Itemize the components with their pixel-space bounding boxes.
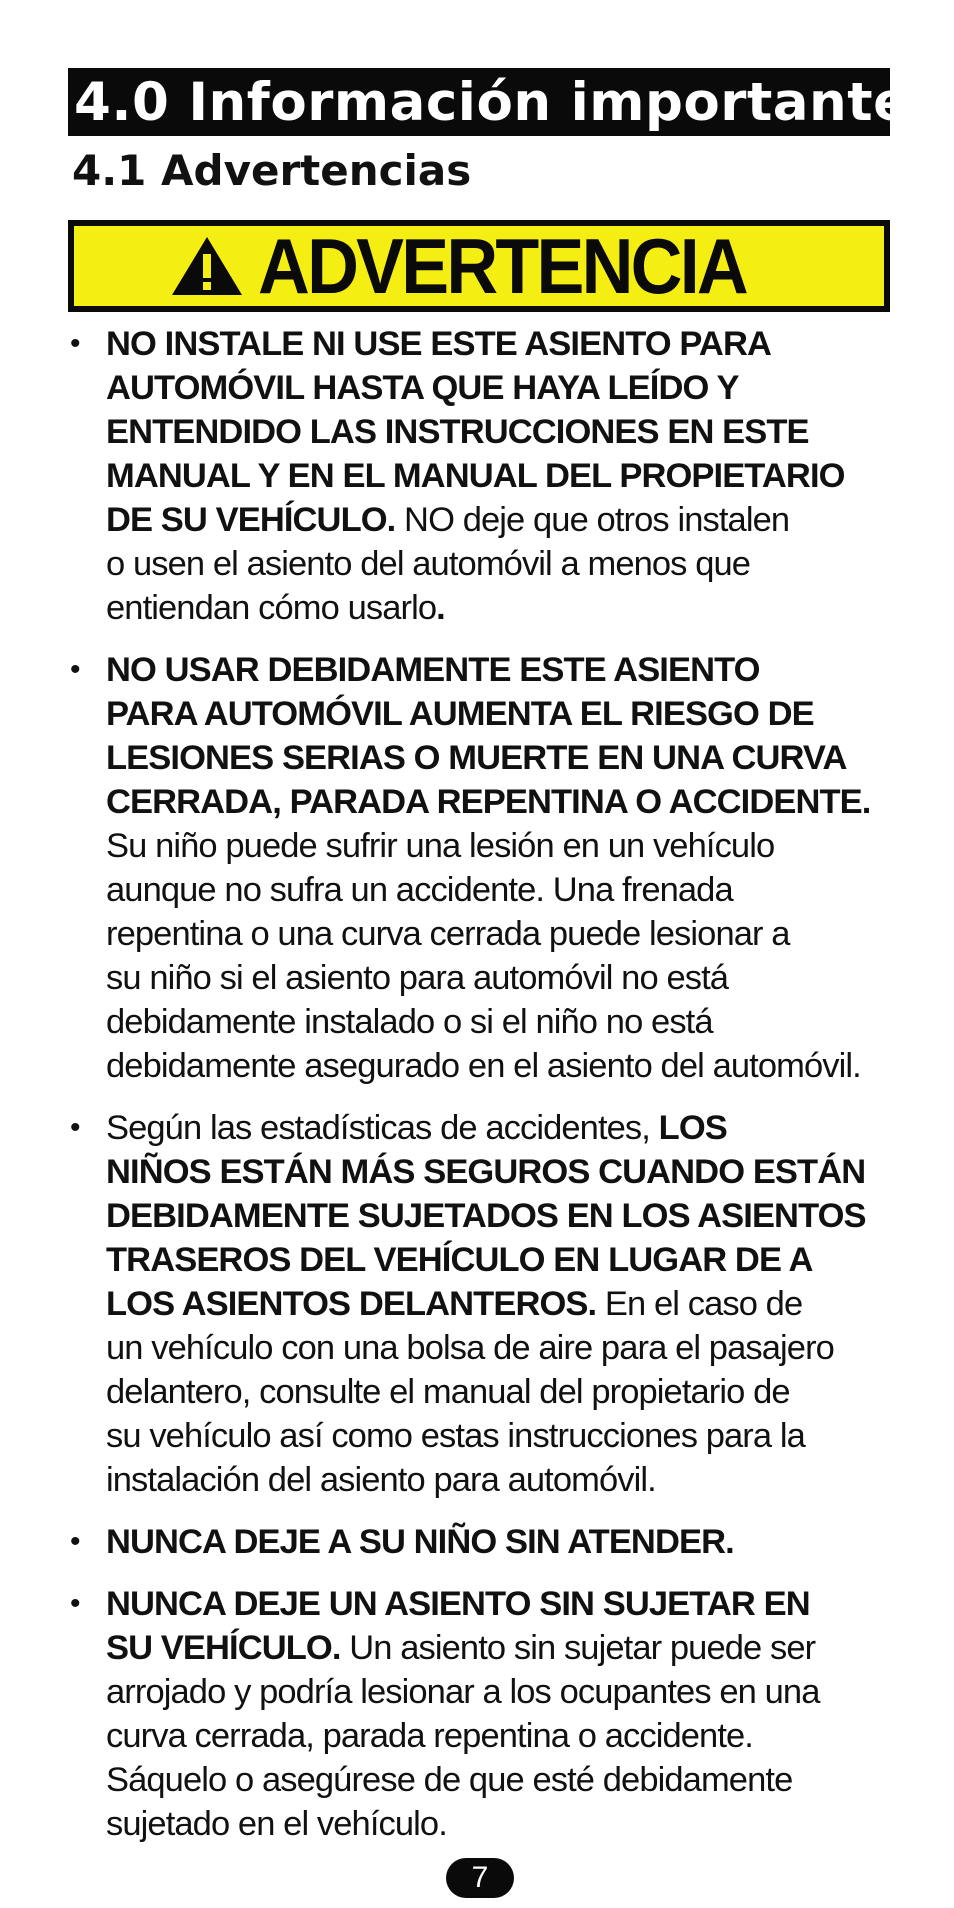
- bold-text: DE SU VEHÍCULO.: [106, 501, 396, 539]
- text-line: [106, 1520, 898, 1564]
- text-line: [106, 1044, 898, 1088]
- body-text: instalación del asiento para automóvil.: [106, 1461, 656, 1499]
- bold-text: NO INSTALE NI USE ESTE ASIENTO PARA: [106, 325, 771, 363]
- text-line: [106, 1238, 898, 1282]
- bullet-marker: •: [70, 1111, 80, 1144]
- bold-text: .: [436, 589, 445, 627]
- body-text: Un asiento sin sujetar puede ser: [340, 1629, 816, 1667]
- text-line: [106, 1758, 898, 1802]
- bold-text: SU VEHÍCULO.: [106, 1629, 341, 1667]
- section-title: 4.0 Información importante: [74, 71, 910, 133]
- warning-item: [68, 1106, 898, 1502]
- text-line: [106, 824, 898, 868]
- body-text: un vehículo con una bolsa de aire para el pasajero: [106, 1329, 834, 1367]
- text-line: [106, 1150, 898, 1194]
- body-text: entiendan cómo usarlo: [106, 589, 437, 627]
- text-line: [106, 1326, 898, 1370]
- body-text: su vehículo así como estas instrucciones para la: [106, 1417, 805, 1455]
- text-line: [106, 1106, 898, 1150]
- text-line: [106, 1370, 898, 1414]
- page-number: [446, 1858, 514, 1898]
- body-text: arrojado y podría lesionar a los ocupantes en una: [106, 1673, 820, 1711]
- bold-text: NUNCA DEJE UN ASIENTO SIN SUJETAR EN: [106, 1585, 810, 1623]
- bullet-marker: •: [70, 1587, 80, 1620]
- bold-text: NO USAR DEBIDAMENTE ESTE ASIENTO: [106, 651, 760, 689]
- body-text: o usen el asiento del automóvil a menos que: [106, 545, 751, 583]
- warning-label: ADVERTENCIA: [257, 222, 746, 310]
- text-line: [106, 542, 898, 586]
- warning-banner: [68, 220, 890, 312]
- text-line: [106, 366, 898, 410]
- text-line: [106, 1714, 898, 1758]
- warning-item: [68, 1582, 898, 1846]
- text-line: [106, 1582, 898, 1626]
- bullet-marker: •: [70, 653, 80, 686]
- text-line: [106, 1802, 898, 1846]
- body-text: sujetado en el vehículo.: [106, 1805, 447, 1843]
- bold-text: MANUAL Y EN EL MANUAL DEL PROPIETARIO: [106, 457, 845, 495]
- body-text: aunque no sufra un accidente. Una frenada: [106, 871, 733, 909]
- body-text: Según las estadísticas de accidentes,: [106, 1109, 659, 1147]
- body-text: repentina o una curva cerrada puede lesionar a: [106, 915, 790, 953]
- text-line: [106, 1414, 898, 1458]
- section-title-bar: [68, 68, 910, 136]
- text-line: [106, 586, 898, 630]
- text-line: [106, 692, 898, 736]
- bold-text: DEBIDAMENTE SUJETADOS EN LOS ASIENTOS: [106, 1197, 866, 1235]
- warning-item: [68, 648, 898, 1088]
- subsection-title: 4.1 Advertencias: [72, 146, 472, 195]
- text-line: [106, 648, 898, 692]
- bold-text: PARA AUTOMÓVIL AUMENTA EL RIESGO DE: [106, 695, 814, 733]
- bold-text: LESIONES SERIAS O MUERTE EN UNA CURVA: [106, 739, 847, 777]
- text-line: [106, 498, 898, 542]
- text-line: [106, 410, 898, 454]
- body-text: debidamente asegurado en el asiento del automóvil.: [106, 1047, 861, 1085]
- text-line: [106, 1670, 898, 1714]
- text-line: [106, 912, 898, 956]
- body-text: debidamente instalado o si el niño no está: [106, 1003, 713, 1041]
- page-number-text: 7: [471, 1861, 489, 1894]
- text-line: [106, 454, 898, 498]
- body-text: su niño si el asiento para automóvil no está: [106, 959, 729, 997]
- bold-text: TRASEROS DEL VEHÍCULO EN LUGAR DE A: [106, 1241, 813, 1279]
- body-text: En el caso de: [596, 1285, 803, 1323]
- body-text: curva cerrada, parada repentina o accidente.: [106, 1717, 753, 1755]
- text-line: [106, 736, 898, 780]
- bullet-marker: •: [70, 1525, 80, 1558]
- text-line: [106, 1000, 898, 1044]
- bold-text: LOS: [658, 1109, 727, 1147]
- text-line: [106, 1458, 898, 1502]
- body-text: Sáquelo o asegúrese de que esté debidamente: [106, 1761, 793, 1799]
- bold-text: NUNCA DEJE A SU NIÑO SIN ATENDER.: [106, 1523, 734, 1561]
- text-line: [106, 1282, 898, 1326]
- bullet-marker: •: [70, 327, 80, 360]
- bold-text: LOS ASIENTOS DELANTEROS.: [106, 1285, 597, 1323]
- bold-text: CERRADA, PARADA REPENTINA O ACCIDENTE.: [106, 783, 871, 821]
- warning-triangle-icon: [170, 234, 244, 298]
- body-text: Su niño puede sufrir una lesión en un vehículo: [106, 827, 775, 865]
- text-line: [106, 956, 898, 1000]
- text-line: [106, 322, 898, 366]
- text-line: [106, 868, 898, 912]
- bold-text: AUTOMÓVIL HASTA QUE HAYA LEÍDO Y: [106, 369, 739, 407]
- text-line: [106, 1194, 898, 1238]
- body-text: NO deje que otros instalen: [395, 501, 790, 539]
- bold-text: NIÑOS ESTÁN MÁS SEGUROS CUANDO ESTÁN: [106, 1153, 866, 1191]
- body-text: delantero, consulte el manual del propietario de: [106, 1373, 790, 1411]
- text-line: [106, 1626, 898, 1670]
- warning-list: [68, 322, 898, 1864]
- warning-item: [68, 322, 898, 630]
- text-line: [106, 780, 898, 824]
- bold-text: ENTENDIDO LAS INSTRUCCIONES EN ESTE: [106, 413, 809, 451]
- warning-item: [68, 1520, 898, 1564]
